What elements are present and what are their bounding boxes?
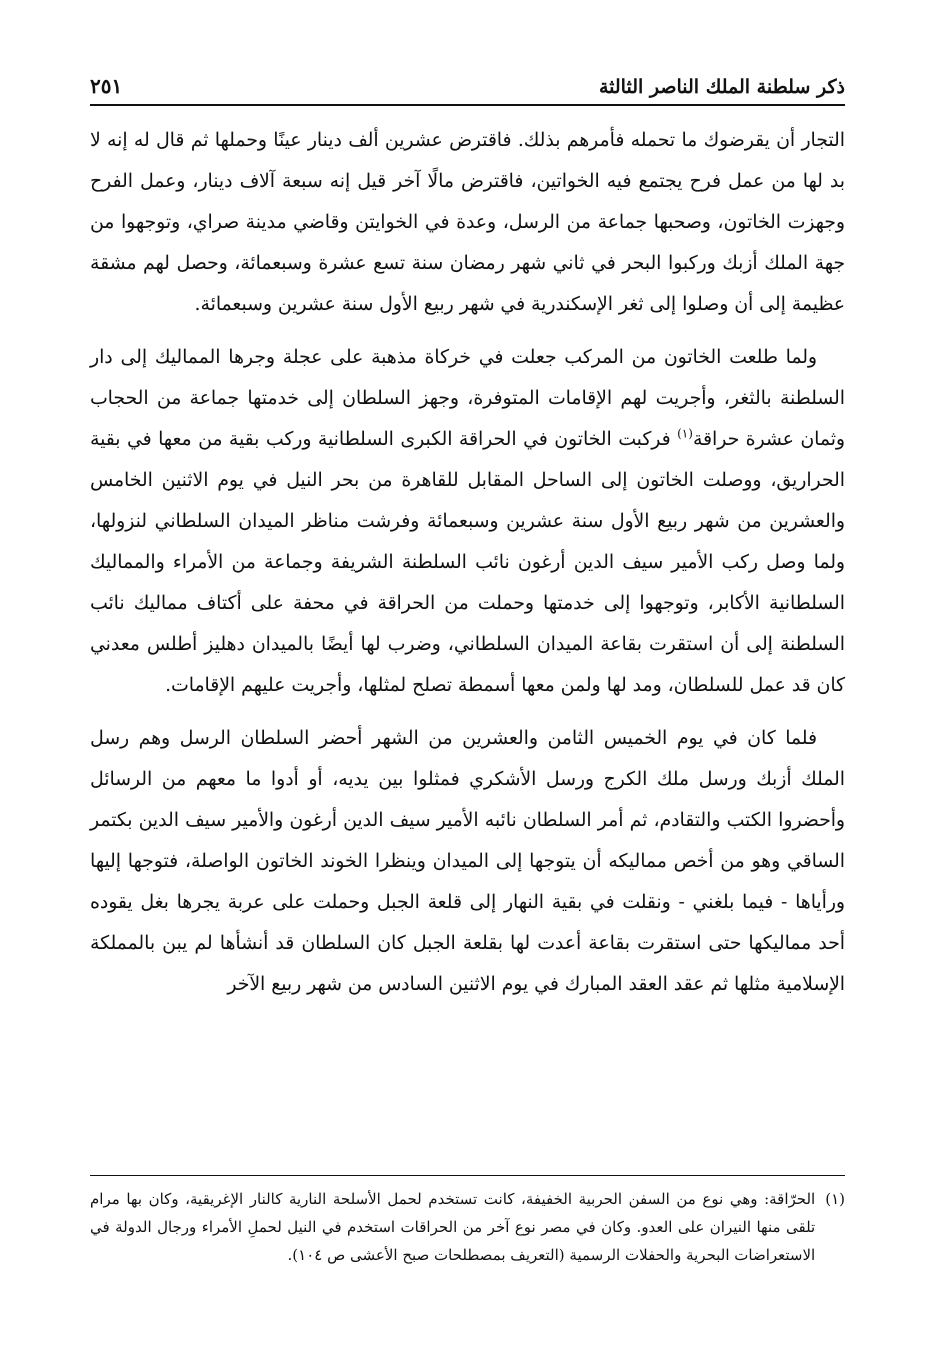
paragraph-1: التجار أن يقرضوك ما تحمله فأمرهم بذلك. فاقترض عشرين ألف دينار عينًا وحملها ثم قال له إنه لا بد لها من عمل فرح يجتمع فيه الخواتين، فاقترض مالًا آخر قيل إنه سبعة آلاف دينار، وعمل الفرح وجهزت الخاتون، وصحبها جماعة من الرسل، وعدة في الخوايتن وقاضي مدينة صراي، وتوجهوا من جهة الملك أزبك وركبوا البحر في ثاني شهر رمضان سنة تسع عشرة وسبعمائة، وحصل لهم مشقة عظيمة إلى أن وصلوا إلى ثغر الإسكندرية في شهر ربيع الأول سنة عشرين وسبعمائة. [90,130,845,315]
paragraph-2 [90,337,845,706]
chapter-title: ذكر سلطنة الملك الناصر الثالثة [598,76,845,98]
paragraph-3: فلما كان في يوم الخميس الثامن والعشرين من الشهر أحضر السلطان الرسل وهم رسل الملك أزبك ورسل ملك الكرج ورسل الأشكري فمثلوا بين يديه، أو أدوا ما معهم من الرسائل وأحضروا الكتب والتقادم، ثم أمر السلطان نائبه الأمير سيف الدين أرغون والأمير سيف الدين بكتمر الساقي وهو من أخص مماليكه أن يتوجها إلى الميدان وينظرا الخوند الخاتون الواصلة، فتوجها إليها ورأياها - فيما بلغني - ونقلت في بقية النهار إلى قلعة الجبل وحملت على عربة يجرها بغل يقوده أحد مماليكها حتى استقرت بقاعة أعدت لها بقلعة الجبل كان السلطان قد أنشأها لم يبن بالمملكة الإسلامية مثلها ثم عقد العقد المبارك في يوم الاثنين السادس من شهر ربيع الآخر [90,728,845,995]
footnote [90,1185,845,1269]
running-header [90,60,845,106]
footnote-marker: (١) [825,1190,845,1208]
paragraph-2-text-start: ولما طلعت الخاتون من المركب جعلت في خركاة مذهبة على عجلة وجرها المماليك إلى دار السلطنة بالثغر، وأجريت لهم الإقامات المتوفرة، وجهز السلطان إلى خدمتها جماعة من الحجاب وثمان عشرة حراقة [90,347,845,450]
page-number: ٢٥١ [90,74,123,98]
footnote-reference: (١) [677,426,693,441]
paragraph-2-text-end: فركبت الخاتون في الحراقة الكبرى السلطانية وركب بقية من معها في بقية الحراريق، ووصلت الخاتون إلى الساحل المقابل للقاهرة من بحر النيل في يوم الاثنين الخامس والعشرين من شهر ربيع الأول سنة عشرين وسبعمائة وفرشت مناظر الميدان السلطاني لنزولها، ولما وصل ركب الأمير سيف الدين أرغون نائب السلطنة الشريفة وجماعة من الأمراء والمماليك السلطانية الأكابر، وتوجهوا إلى خدمتها وحملت من الحراقة في محفة على أكتاف مماليك نائب السلطنة إلى أن استقرت بقاعة الميدان السلطاني، وضرب لها أيضًا بالميدان دهليز أطلس معدني كان قد عمل للسلطان، ومد لها ولمن معها أسمطة تصلح لمثلها، وأجريت عليهم الإقامات. [90,429,845,696]
main-text [90,120,845,1005]
footnote-divider [90,1175,845,1176]
book-page [90,60,845,1320]
footnote-text: الحرّاقة: وهي نوع من السفن الحربية الخفيفة، كانت تستخدم لحمل الأسلحة النارية كالنار الإغريقية، وكان بها مرام تلقى منها النيران على العدو. وكان في مصر نوع آخر من الحراقات استخدم في النيل لحملِ الأمراء ورجال الدولة في الاستعراضات البحرية والحفلات الرسمية (التعريف بمصطلحات صبح الأعشى ص ١٠٤). [90,1190,816,1264]
